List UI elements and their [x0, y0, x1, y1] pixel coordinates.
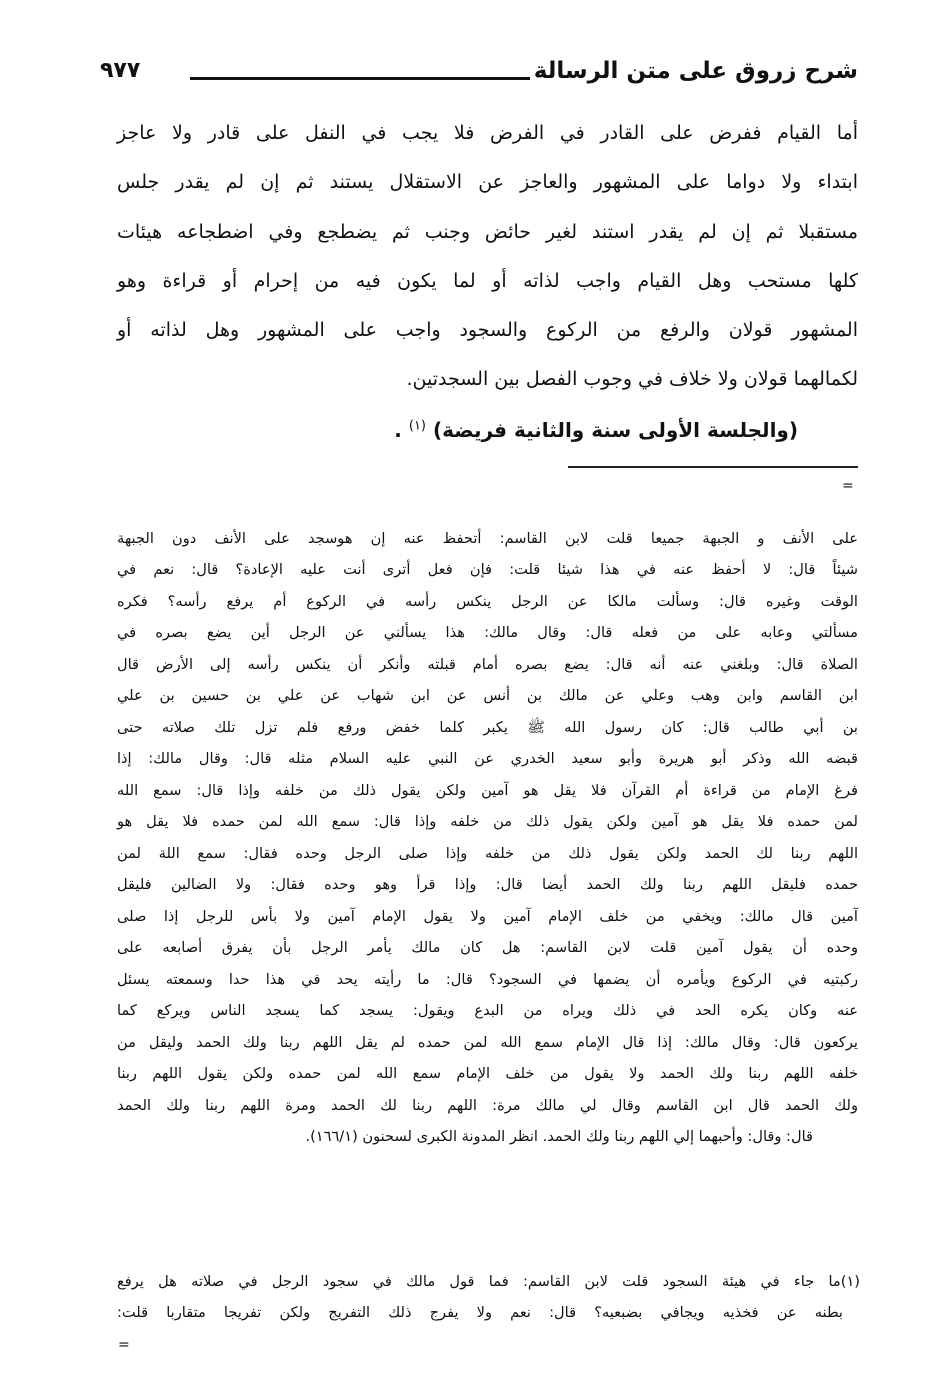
footnote-line: عنه وكان يكره الحد في ذلك ويراه من البدع ويقول: يسجد كما يسجد الناس ويركع كما	[117, 1002, 858, 1019]
text-line: ابتداء ولا دواما على المشهور والعاجز عن الاستقلال يستند ثم إن لم يقدر جلس	[117, 171, 858, 193]
footnote-line: خلفه اللهم ربنا ولك الحمد ولا يقول من خلف الإمام سمع الله لمن حمده ولكن يقول اللهم ربنا	[117, 1065, 858, 1082]
text-line: لكمالهما قولان ولا خلاف في وجوب الفصل بين السجدتين.	[406, 368, 858, 390]
header-rule	[190, 77, 530, 80]
footnote-line: اللهم ربنا لك الحمد ولكن يقول ذلك من خلفه وإذا صلى الرجل وحده فقال: سمع اللة لمن	[117, 845, 858, 862]
footnote-line: ولك الحمد قال ابن القاسم وقال لي مالك مرة: اللهم ربنا لك الحمد ومرة اللهم ربنا ولك الحمد	[117, 1097, 858, 1114]
book-title: شرح زروق على متن الرسالة	[533, 58, 858, 84]
heading-period: .	[394, 418, 402, 442]
footnote-line: شيئاً قال: لا أحفظ عنه في هذا شيئا قلت: فإن فعل أترى أنت عليه الإعادة؟ قال: نعم في	[117, 561, 858, 578]
text-line: المشهور قولان والرفع من الركوع والسجود واجب على المشهور وهل لذاته أو	[117, 319, 858, 341]
footnote-line: قال: وقال: وأحبهما إلي اللهم ربنا ولك الحمد. انظر المدونة الكبرى لسحنون (١٦٦/١).	[305, 1128, 813, 1145]
text-line: كلها مستحب وهل القيام واجب لذاته أو لما يكون فيه من إحرام أو قراءة وهو	[117, 270, 858, 292]
text-line: مستقبلا ثم إن لم يقدر استند لغير حائض وجنب ثم يضطجع وفي اضطجاعه هيئات	[117, 221, 858, 243]
footnote-line: آمين قال مالك: ويخفي من خلف الإمام آمين ولا يقول الإمام آمين ولا بأس للرجل إذا صلى	[117, 908, 858, 925]
matn-heading	[394, 418, 798, 442]
footnote-line: حمده فليقل اللهم ربنا ولك الحمد أيضا قال: وإذا قرأ وهو وحده فقال: ولا الضالين فليقل	[117, 876, 858, 893]
text-line: أما القيام ففرض على القادر في الفرض فلا يجب في النفل على قادر ولا عاجز	[117, 122, 858, 144]
footnote-line: قبضه الله وذكر أبو هريرة وأبو سعيد الخدري عن النبي عليه السلام مثله قال: وقال مالك: إذا	[117, 750, 858, 767]
footnote-ref[interactable]: (١)	[408, 418, 426, 434]
footnote-line: يركعون قال: وقال مالك: إذا قال الإمام سمع الله لمن حمده لم يقل اللهم ربنا ولك الحمد وليقل من	[117, 1034, 858, 1051]
footnote-1-line: بطنه عن فخذيه ويجافي بضبعيه؟ قال: نعم ولا يفرج ذلك التفريج ولكن تفريجا متقاربا قلت:	[117, 1304, 843, 1321]
continuation-mark: =	[842, 478, 854, 494]
footnote-line: بن أبي طالب قال: كان رسول الله ﷺ يكبر كلما خفض ورفع فلم تزل تلك صلاته حتى	[117, 719, 858, 736]
footnote-line: مسألتي وعابه على من فعله قال: وقال مالك: هذا يسألني عن الرجل أين يضع بصره في	[117, 624, 858, 641]
footnote-line: الوقت وغيره قال: وسألت مالكا عن الرجل ينكس رأسه في الركوع أم يرفع رأسه؟ فكره	[117, 593, 858, 610]
footnote-line: ركبتيه في الركوع ويأمره أن يضمها في السجود؟ قال: ما رأيته يحد في هذا حدا وسمعته يسئل	[117, 971, 858, 988]
page-number: ٩٧٧	[100, 58, 141, 83]
footnote-line: وحده أن يقول آمين قلت لابن القاسم: هل كان مالك يأمر الرجل بأن يفرق أصابعه على	[117, 939, 858, 956]
footnote-line: فرغ الإمام من قراءة أم القرآن فلا يقل هو آمين ولكن يقول ذلك من خلفه وإذا قال: سمع الله	[117, 782, 858, 799]
footnote-line: الصلاة قال: وبلغني عنه أنه قال: يضع بصره أمام قبلته وأنكر أن ينكس رأسه إلى الأرض قال	[117, 656, 858, 673]
heading-text: (والجلسة الأولى سنة والثانية فريضة)	[432, 418, 798, 442]
footnote-line: ابن القاسم وابن وهب وعلي عن مالك بن أنس عن ابن شهاب عن علي بن حسين بن علي	[117, 687, 858, 704]
footnote-separator	[568, 466, 858, 468]
footnote-line: لمن حمده فلا يقل هو آمين ولكن يقول ذلك من خلفه وإذا قال: سمع الله لمن حمده فلا يقل هو	[117, 813, 858, 830]
footnote-1-line: (١)ما جاء في هيئة السجود قلت لابن القاسم: فما قول مالك في سجود الرجل في صلاته هل يرفع	[117, 1273, 860, 1290]
footnote-line: على الأنف و الجبهة جميعا قلت لابن القاسم: أتحفظ عنه إن هوسجد على الأنف دون الجبهة	[117, 530, 858, 547]
continuation-mark: =	[118, 1337, 130, 1353]
